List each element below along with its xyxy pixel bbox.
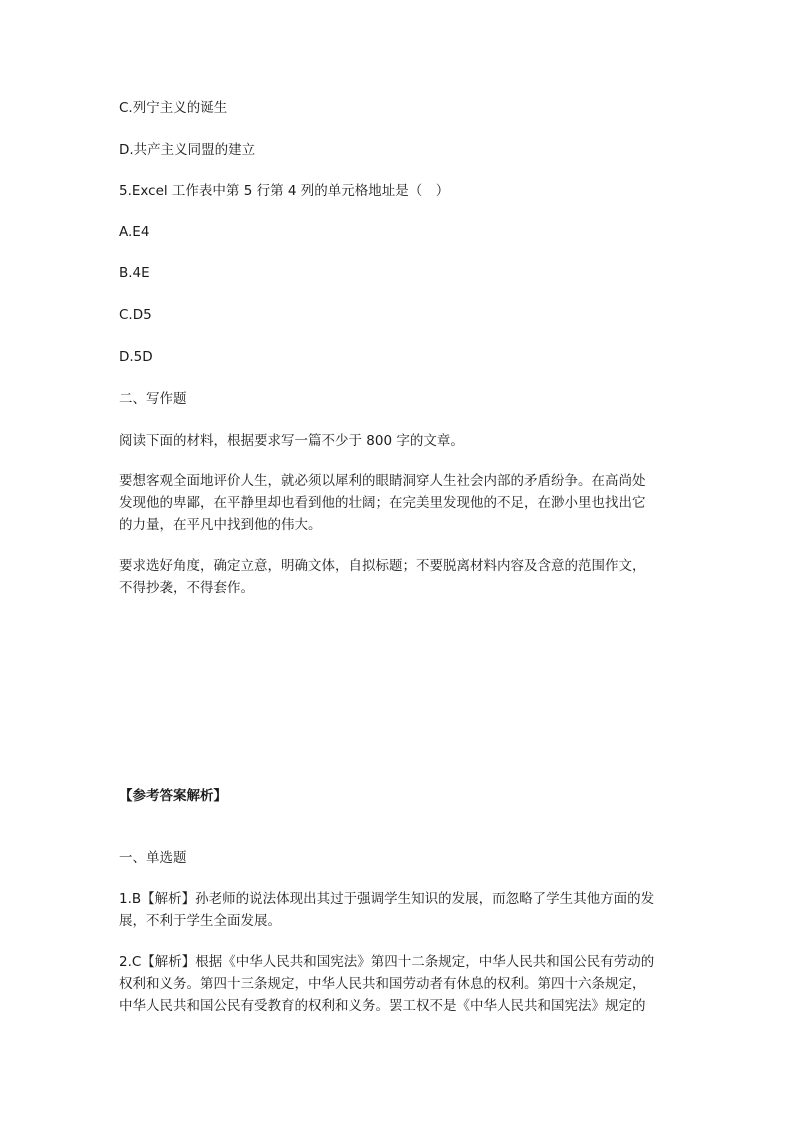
material-line: 的力量，在平凡中找到他的伟大。: [119, 517, 322, 533]
requirement-line: 要求选好角度，确定立意，明确文体，自拟标题；不要脱离材料内容及含意的范围作文，: [119, 558, 646, 574]
question-5-option-d: D.5D: [119, 349, 153, 365]
material-line: 发现他的卑鄙，在平静里却也看到他的壮阔；在完美里发现他的不足，在渺小里也找出它: [119, 495, 646, 511]
option-c-previous: C.列宁主义的诞生: [119, 100, 228, 116]
answers-section-heading: 一、单选题: [119, 850, 187, 866]
writing-section-heading: 二、写作题: [119, 391, 187, 407]
answer-1: [119, 888, 679, 932]
answer-line: 2.C【解析】根据《中华人民共和国宪法》第四十二条规定，中华人民共和国公民有劳动的: [119, 954, 655, 970]
question-5-option-c: C.D5: [119, 307, 152, 323]
option-d-previous: D.共产主义同盟的建立: [119, 142, 256, 158]
answer-line: 权利和义务。第四十三条规定，中华人民共和国劳动者有休息的权利。第四十六条规定，: [119, 976, 646, 992]
answer-2: [119, 951, 679, 1017]
answer-line: 中华人民共和国公民有受教育的权利和义务。罢工权不是《中华人民共和国宪法》规定的: [119, 998, 646, 1014]
material-line: 要想客观全面地评价人生，就必须以犀利的眼睛洞穿人生社会内部的矛盾纷争。在高尚处: [119, 473, 646, 489]
answer-line: 1.B【解析】孙老师的说法体现出其过于强调学生知识的发展，而忽略了学生其他方面的发: [119, 891, 655, 907]
question-5-stem: 5.Excel 工作表中第 5 行第 4 列的单元格地址是（ ）: [119, 183, 450, 199]
requirement-line: 不得抄袭，不得套作。: [119, 580, 254, 596]
writing-instruction: 阅读下面的材料，根据要求写一篇不少于 800 字的文章。: [119, 433, 464, 449]
writing-material: [119, 470, 679, 536]
writing-requirements: [119, 555, 679, 599]
answers-title: 【参考答案解析】: [119, 788, 227, 804]
question-5-option-b: B.4E: [119, 265, 150, 281]
answer-line: 展，不利于学生全面发展。: [119, 913, 281, 929]
question-5-option-a: A.E4: [119, 224, 150, 240]
